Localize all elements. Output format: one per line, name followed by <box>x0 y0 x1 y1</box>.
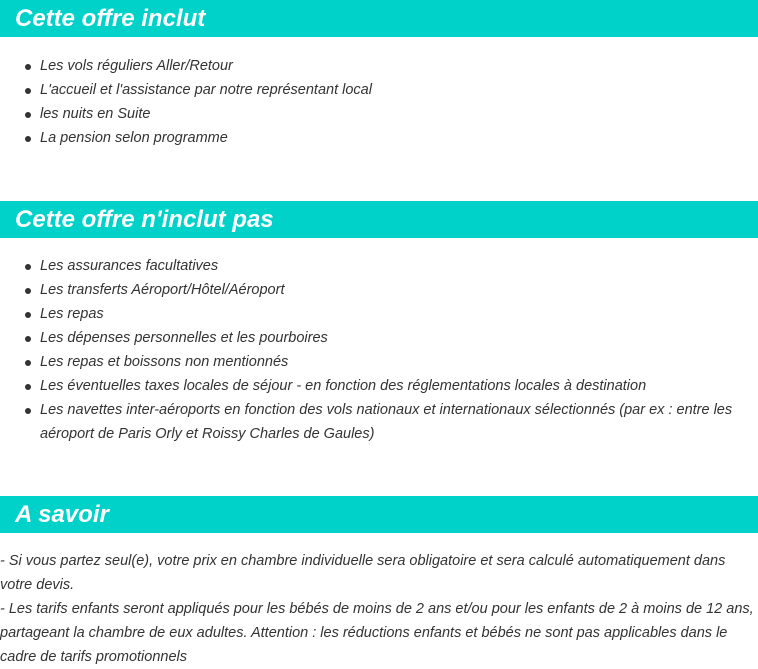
list-item: Les éventuelles taxes locales de séjour - en fonction des réglementations locales à destination <box>0 374 758 398</box>
section-title-not-included: Cette offre n'inclut pas <box>0 201 758 238</box>
list-item: Les dépenses personnelles et les pourboires <box>0 326 758 350</box>
list-item: Les transferts Aéroport/Hôtel/Aéroport <box>0 278 758 302</box>
list-item: les nuits en Suite <box>0 102 758 126</box>
good-to-know-paragraph: - Si vous partez seul(e), votre prix en chambre individuelle sera obligatoire et sera calculé automatiquement dans votre devis. <box>0 553 726 593</box>
list-item: Les navettes inter-aéroports en fonction des vols nationaux et internationaux sélectionnés (par ex : entre les aéroport de Paris Orly et Roissy Charles de Gaules) <box>0 398 758 446</box>
list-item: L'accueil et l'assistance par notre représentant local <box>0 78 758 102</box>
list-item: Les repas et boissons non mentionnés <box>0 350 758 374</box>
section-title-included: Cette offre inclut <box>0 0 758 37</box>
section-title-good-to-know: A savoir <box>0 496 758 533</box>
included-list <box>0 37 758 150</box>
list-item: Les assurances facultatives <box>0 254 758 278</box>
list-item: Les repas <box>0 302 758 326</box>
not-included-list <box>0 238 758 446</box>
good-to-know-paragraph: - Les tarifs enfants seront appliqués pour les bébés de moins de 2 ans et/ou pour les enfants de 2 à moins de 12 ans, partageant la chambre de eux adultes. Attention : les réductions enfants et bébés ne sont pas applicables dans le cadre de tarifs promotionnels <box>0 601 754 665</box>
list-item: La pension selon programme <box>0 126 758 150</box>
good-to-know-text <box>0 533 758 669</box>
list-item: Les vols réguliers Aller/Retour <box>0 54 758 78</box>
